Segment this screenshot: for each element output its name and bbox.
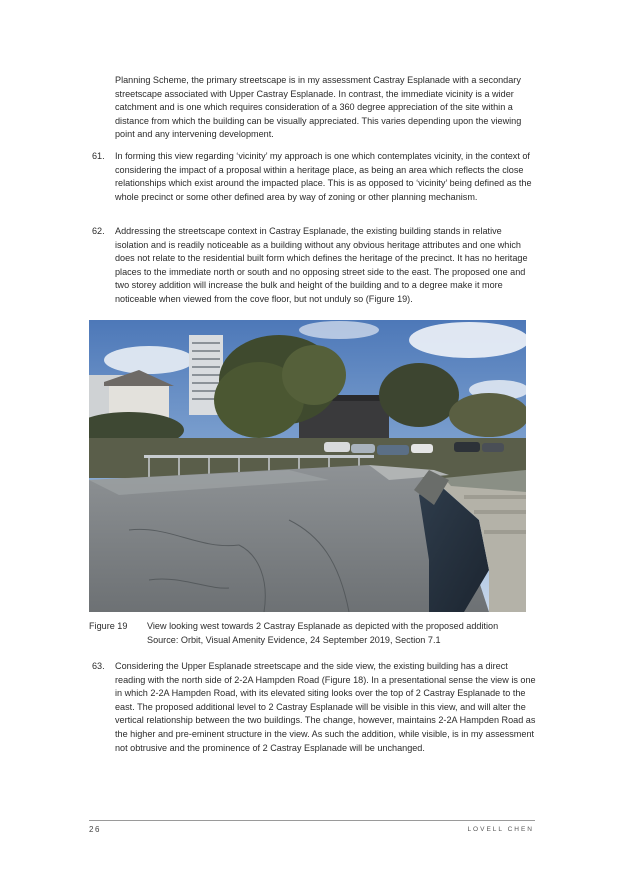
paragraph-text: Considering the Upper Esplanade streetscape and the side view, the existing building has a direct reading with the north side of 2-2A Hampden Road (Figure 18). In a presentational sense the view is one in which 2-2A Hampden Road, with its elevated siting looks over the top of 2 Castray Esplanade to the east. The proposed additional level to 2 Castray Esplanade will be visible in this view, and will alter the vertical relationship between the two buildings. The change, however, maintains 2-2A Hampden Road as the higher and pre-eminent structure in the view. As such the addition, while visible, is in my assessment not obtrusive and the prominence of 2 Castray Esplanade will be unchanged. [115,661,536,753]
paragraph-number: 63. [92,661,105,671]
figure-caption-text: View looking west towards 2 Castray Esplanade as depicted with the proposed addition [147,621,499,631]
paragraph-text: In forming this view regarding ‘vicinity’ my approach is one which contemplates vicinity, in the context of considering the impact of a proposal within a heritage place, as being an area which reflects the close relationships which exist around the impacted place. This is as opposed to ‘vicinity’ being defined as the whole precinct or some other defined area by way of zoning or other planning mechanism. [115,151,532,202]
figure-source: Source: Orbit, Visual Amenity Evidence, 24 September 2019, Section 7.1 [147,634,441,645]
figure-label: Figure 19 [89,621,128,631]
paragraph-62 [92,225,537,307]
paragraph-63 [92,660,537,755]
figure-19-photo [89,320,526,612]
page-number: 26 [89,825,101,834]
paragraph-61 [92,150,537,204]
paragraph-text: Addressing the streetscape context in Castray Esplanade, the existing building stands in relative isolation and is readily noticeable as a building without any obvious heritage attributes and one which does not relate to the residential built form which defines the heritage of the precinct. It has no heritage places to the immediate north or south and no opposing street side to the east. The proposed one and two storey addition will increase the bulk and height of the building and to a degree make it more noticeable when viewed from the cove floor, but not unduly so (Figure 19). [115,226,528,304]
footer-brand: LOVELL CHEN [467,826,534,833]
paragraph-number: 62. [92,226,105,236]
figure-caption [89,620,539,647]
paragraph-continuation: Planning Scheme, the primary streetscape is in my assessment Castray Esplanade with a secondary streetscape associated with Upper Castray Esplanade. In contrast, the immediate vicinity is a wider catchment and is one which requires consideration of a 360 degree appreciation of the site within a distance from which the building can be visually appreciated. This varies depending upon the viewing point and any intervening development. [115,75,522,140]
paragraph-number: 61. [92,151,105,161]
footer-divider [89,820,535,821]
